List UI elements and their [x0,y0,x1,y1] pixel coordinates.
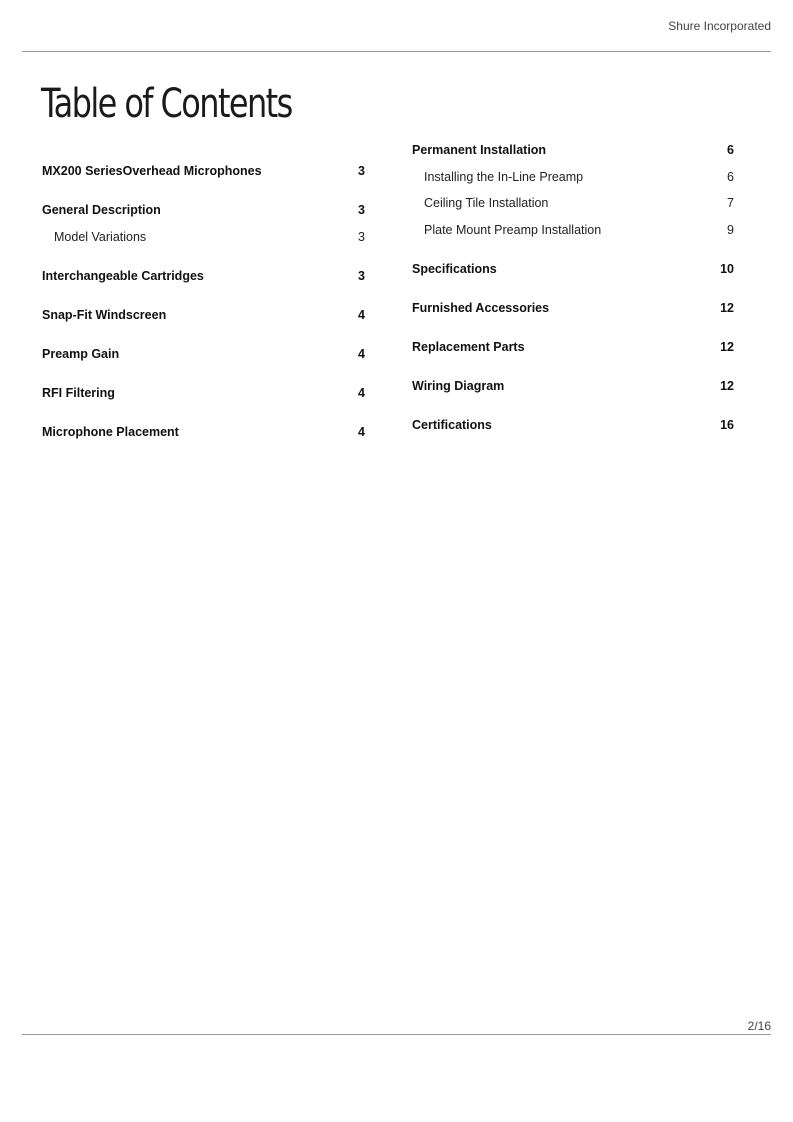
toc-left-column [42,163,365,440]
toc-entry-label: Model Variations [54,229,147,244]
toc-entry-snap-fit-windscreen[interactable] [42,307,365,323]
toc-entry-label: Microphone Placement [42,424,179,439]
toc-entry-certifications[interactable] [412,417,734,433]
toc-entry-label: General Description [42,203,161,217]
toc-entry-label: Replacement Parts [412,339,525,354]
toc-entry-label: RFI Filtering [42,385,115,400]
toc-entry-label: Preamp Gain [42,346,120,361]
toc-entry-furnished-accessories[interactable] [412,300,734,316]
toc-entry-page: 6 [727,143,734,157]
toc-entry-interchangeable-cartridges[interactable] [42,268,365,284]
toc-entry-page: 10 [720,261,734,276]
toc-entry-page: 4 [358,307,365,322]
page-number: 2/16 [747,1019,771,1033]
toc-entry-label: Installing the In-Line Preamp [424,169,584,184]
toc-entry-mx200-seriesoverhead-microphones[interactable] [42,163,365,179]
toc-entry-label: Furnished Accessories [412,300,550,315]
toc-entry-label: Ceiling Tile Installation [424,196,549,210]
toc-entry-label: Plate Mount Preamp Installation [424,222,602,237]
toc-entry-page: 4 [358,385,365,400]
header-company-name: Shure Incorporated [668,19,771,33]
toc-entry-label: Wiring Diagram [412,378,505,393]
toc-entry-page: 3 [358,268,365,283]
toc-entry-page: 3 [358,164,365,178]
toc-entry-wiring-diagram[interactable] [412,378,734,394]
toc-entry-page: 7 [727,196,734,210]
toc-entry-page: 6 [727,169,734,184]
page-title: Table of Contents [41,81,292,127]
footer-divider [22,1034,771,1035]
toc-entry-permanent-installation[interactable] [412,142,734,158]
toc-entry-label: Interchangeable Cartridges [42,268,204,283]
toc-entry-page: 12 [720,300,734,315]
toc-entry-general-description[interactable] [42,202,365,218]
toc-entry-page: 12 [720,339,734,354]
toc-entry-page: 16 [720,417,734,432]
toc-entry-page: 12 [720,378,734,393]
toc-entry-page: 3 [358,203,365,217]
toc-entry-plate-mount-preamp-installation[interactable] [412,222,734,238]
toc-entry-page: 3 [358,229,365,244]
toc-right-column [412,142,734,433]
toc-entry-label: Certifications [412,417,492,432]
toc-entry-microphone-placement[interactable] [42,424,365,440]
toc-entry-label: MX200 SeriesOverhead Microphones [42,164,262,178]
toc-entry-ceiling-tile-installation[interactable] [412,195,734,211]
toc-entry-label: Specifications [412,261,497,276]
toc-entry-label: Snap-Fit Windscreen [42,307,167,322]
toc-entry-rfi-filtering[interactable] [42,385,365,401]
toc-entry-page: 4 [358,346,365,361]
toc-entry-label: Permanent Installation [412,143,547,157]
toc-entry-page: 9 [727,222,734,237]
toc-entry-preamp-gain[interactable] [42,346,365,362]
header-divider [22,51,771,52]
toc-entry-specifications[interactable] [412,261,734,277]
toc-entry-installing-the-in-line-preamp[interactable] [412,169,734,185]
toc-entry-model-variations[interactable] [42,229,365,245]
toc-entry-replacement-parts[interactable] [412,339,734,355]
toc-entry-page: 4 [358,424,365,439]
